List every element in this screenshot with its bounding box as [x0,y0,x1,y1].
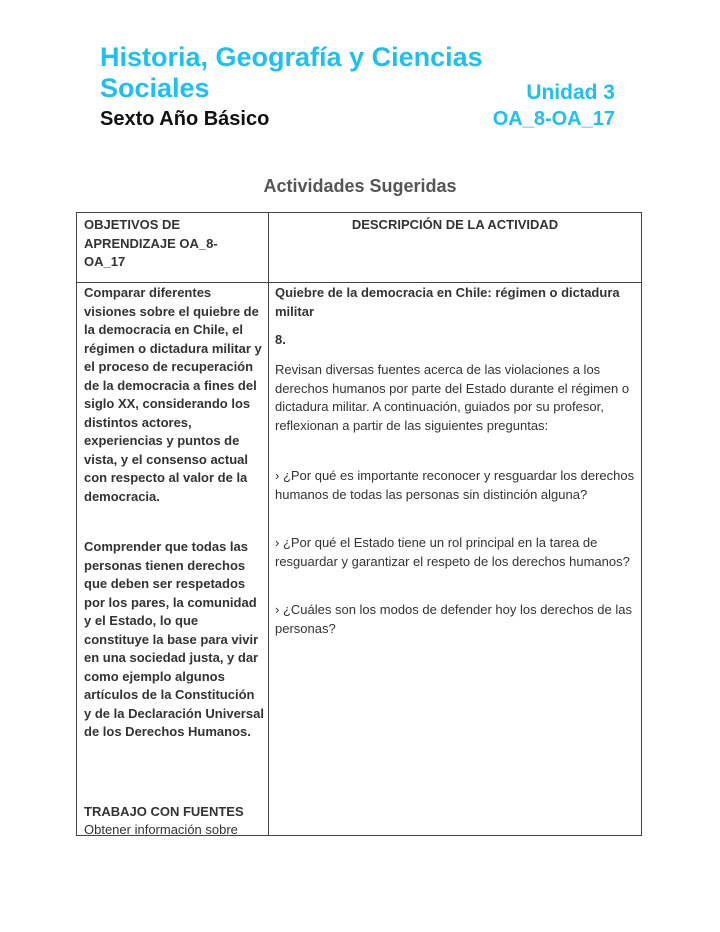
skills-title: TRABAJO CON FUENTES [84,804,244,819]
subject-title-line2: Sociales [100,73,210,103]
subject-title [100,42,483,104]
activity-number: 8. [275,332,286,347]
header-description: DESCRIPCIÓN DE LA ACTIVIDAD [351,217,559,232]
question-3: › ¿Cuáles son los modos de defender hoy los derechos de las personas? [275,602,632,636]
oa-code: OA_8-OA_17 [492,108,615,130]
objective-2: Comprender que todas las personas tienen derechos que deben ser respetados por los pares, la comunidad y el Estado, lo que constituye la base para vivir en una sociedad justa, y dar como ejemplo algunos artículos de la Constitución y de la Declaración Universal de los Derechos Humanos. [84,539,264,739]
column-divider [268,213,269,835]
activities-table [76,212,642,836]
subject-title-line1: Historia, Geografía y Ciencias [100,42,483,72]
header-objectives: OBJETIVOS DE APRENDIZAJE OA_8-OA_17 [84,217,218,269]
skills-text: Obtener información sobre [84,822,238,837]
section-title: Actividades Sugeridas [263,176,457,196]
unit-label: Unidad 3 [526,81,615,104]
question-1: › ¿Por qué es importante reconocer y resguardar los derechos humanos de todas las personas sin distinción alguna? [275,468,635,502]
header-divider [77,282,641,283]
question-2: › ¿Por qué el Estado tiene un rol principal en la tarea de resguardar y garantizar el respeto de los derechos humanos? [275,535,630,569]
objective-1: Comparar diferentes visiones sobre el quiebre de la democracia en Chile, el régimen o dictadura militar y el proceso de recuperación de la democracia a fines del siglo XX, considerando los distintos actores, experiencias y puntos de vista, y el consenso actual con respecto al valor de la democracia. [84,285,262,504]
grade-label: Sexto Año Básico [100,108,270,130]
activity-title: Quiebre de la democracia en Chile: régimen o dictadura militar [275,285,620,319]
activity-intro: Revisan diversas fuentes acerca de las violaciones a los derechos humanos por parte del Estado durante el régimen o dictadura militar. A continuación, guiados por su profesor, reflexionan a partir de las siguientes preguntas: [275,362,630,433]
